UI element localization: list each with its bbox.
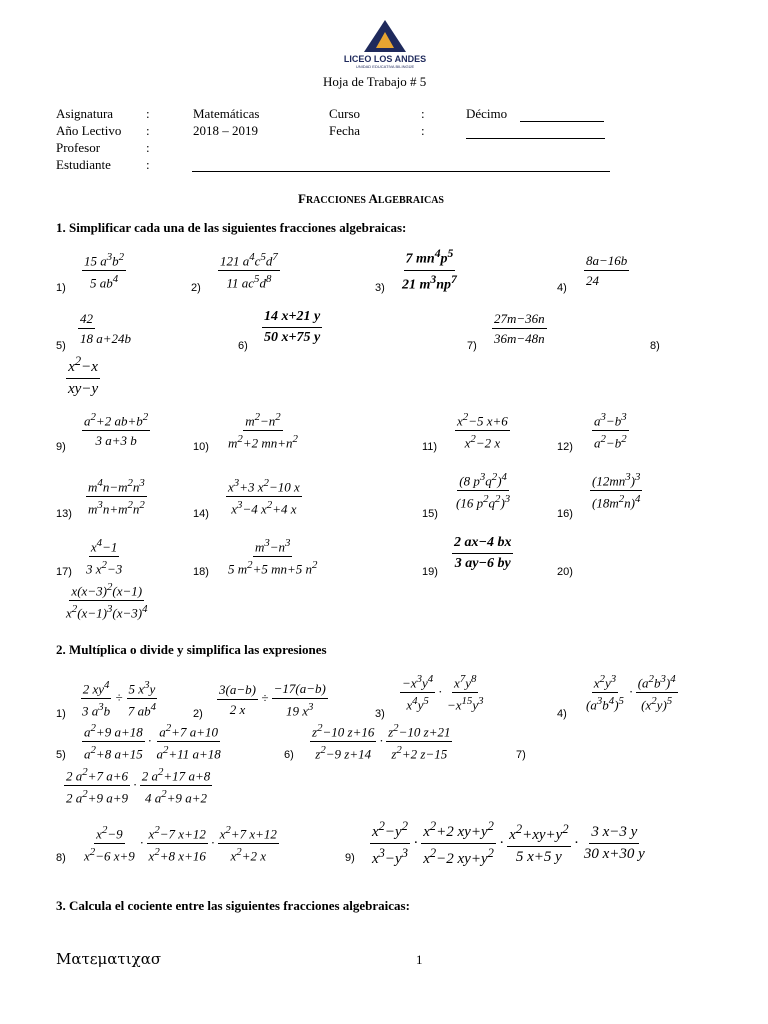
fraction-1-17: $\frac{x^4-1}{3 x^2-3}$	[86, 537, 123, 577]
expression-2-3: $\frac{-x^3y^4}{x^4y^5}$ · $\frac{x^7y^8}{-x^{15}y^3}$	[402, 673, 484, 713]
colon: :	[146, 140, 150, 155]
colon: :	[146, 106, 150, 121]
colon: :	[421, 106, 425, 121]
exercise-label: 5)	[56, 340, 66, 352]
exercise-label: 3)	[375, 282, 385, 294]
expression-2-7: $\frac{2 a^2+7 a+6}{2 a^2+9 a+9}$ · $\frac{2 a^2+17 a+8}{4 a^2+9 a+2}$	[66, 766, 211, 806]
exercise-label: 2)	[191, 282, 201, 294]
exercise-label: 10)	[193, 441, 209, 453]
exercise-label: 5)	[56, 749, 66, 761]
expression-2-1: $\frac{2 xy^4}{3 a^3b}$ ÷ $\frac{5 x^3y}{7 ab^4}$	[82, 679, 156, 719]
year-value: 2018 – 2019	[193, 123, 258, 138]
fraction-1-4: $\frac{8a-16b}{24}$	[586, 253, 628, 288]
section-1-heading: 1. Simplificar cada una de las siguientes fracciones algebraicas:	[56, 220, 407, 235]
expression-2-9: $\frac{x^2-y^2}{x^3-y^3}$ · $\frac{x^2+2 xy+y^2}{x^2-2 xy+y^2}$ · $\frac{x^2+xy+y^2}{5 x+5 y}$ · $\frac{3 x-3 y}{30 x+30 y}$	[372, 819, 645, 867]
exercise-label: 19)	[422, 566, 438, 578]
fraction-1-19: $\frac{2 ax-4 bx}{3 ay-6 by}$	[454, 535, 512, 571]
fraction-1-12: $\frac{a^3-b^3}{a^2-b^2}$	[594, 411, 627, 451]
subject-label: Asignatura	[56, 106, 114, 121]
exercise-label: 15)	[422, 508, 438, 520]
logo-subtext: UNIDAD EDUCATIVA BILINGÜE	[355, 64, 415, 69]
fraction-1-13: $\frac{m^4n-m^2n^3}{m^3n+m^2n^2}$	[88, 477, 145, 517]
course-value: Décimo	[466, 106, 508, 121]
fraction-1-10: $\frac{m^2-n^2}{m^2+2 mn+n^2}$	[228, 411, 298, 451]
student-blank[interactable]	[192, 171, 610, 172]
fraction-1-9: $\frac{a^2+2 ab+b^2}{3 a+3 b}$	[84, 411, 149, 449]
fraction-1-5: $\frac{42}{18 a+24b}$	[80, 311, 132, 346]
exercise-label: 20)	[557, 566, 573, 578]
exercise-label: 7)	[516, 749, 526, 761]
exercise-label: 1)	[56, 708, 66, 720]
exercise-label: 3)	[375, 708, 385, 720]
colon: :	[421, 123, 425, 138]
fraction-1-11: $\frac{x^2-5 x+6}{x^2-2 x}$	[457, 411, 508, 451]
fraction-1-20: $\frac{x(x-3)^2(x-1)}{x^2(x-1)^3(x-3)^4}$	[66, 581, 148, 621]
course-blank[interactable]	[520, 121, 604, 122]
exercise-label: 9)	[56, 441, 66, 453]
exercise-label: 9)	[345, 852, 355, 864]
exercise-label: 13)	[56, 508, 72, 520]
exercise-label: 6)	[238, 340, 248, 352]
colon: :	[146, 123, 150, 138]
fraction-1-7: $\frac{27m-36n}{36m-48n}$	[494, 311, 545, 346]
expression-2-4: $\frac{x^2y^3}{(a^3b^4)^5}$ · $\frac{(a^2b^3)^4}{(x^2y)^5}$	[586, 673, 676, 713]
expression-2-5: $\frac{a^2+9 a+18}{a^2+8 a+15}$ · $\frac{a^2+7 a+10}{a^2+11 a+18}$	[84, 722, 221, 762]
fraction-1-6: $\frac{14 x+21 y}{50 x+75 y}$	[264, 309, 321, 345]
date-label: Fecha	[329, 123, 361, 138]
document-title: FRACCIONES ALGEBRAICAS	[298, 191, 444, 206]
fraction-1-14: $\frac{x^3+3 x^2-10 x}{x^3-4 x^2+4 x}$	[228, 477, 300, 517]
page-number: 1	[416, 952, 423, 967]
fraction-1-2: $\frac{121 a^4c^5d^7}{11 ac^5d^8}$	[220, 251, 278, 291]
fraction-1-3: $\frac{7 mn^4p^5}{21 m^3np^7}$	[402, 247, 457, 293]
section-3-heading: 3. Calcula el cociente entre las siguientes fracciones algebraicas:	[56, 898, 410, 913]
exercise-label: 2)	[193, 708, 203, 720]
exercise-label: 7)	[467, 340, 477, 352]
teacher-label: Profesor	[56, 140, 101, 155]
logo-text: LICEO LOS ANDES	[343, 54, 427, 64]
section-2-heading: 2. Multíplica o divide y simplifica las expresiones	[56, 642, 327, 657]
course-label: Curso	[329, 106, 361, 121]
exercise-label: 6)	[284, 749, 294, 761]
exercise-label: 11)	[422, 441, 438, 453]
exercise-label: 16)	[557, 508, 573, 520]
exercise-label: 17)	[56, 566, 72, 578]
exercise-label: 4)	[557, 282, 567, 294]
fraction-1-15: $\frac{(8 p^3q^2)^4}{(16 p^2q^2)^3}$	[456, 471, 511, 511]
student-label: Estudiante	[56, 157, 111, 172]
footer-subject: Ματεματιχασ	[56, 950, 162, 968]
fraction-1-18: $\frac{m^3-n^3}{5 m^2+5 mn+5 n^2}$	[228, 537, 318, 577]
exercise-label: 18)	[193, 566, 209, 578]
expression-2-6: $\frac{z^2-10 z+16}{z^2-9 z+14}$ · $\frac{z^2-10 z+21}{z^2+2 z-15}$	[312, 722, 451, 762]
sheet-title: Hoja de Trabajo # 5	[323, 74, 427, 89]
subject-value: Matemáticas	[193, 106, 260, 121]
expression-2-8: $\frac{x^2-9}{x^2-6 x+9}$ · $\frac{x^2-7 x+12}{x^2+8 x+16}$ · $\frac{x^2+7 x+12}{x^2+2 x}$	[84, 824, 277, 864]
logo-mountain-icon	[362, 18, 408, 54]
year-label: Año Lectivo	[56, 123, 122, 138]
fraction-1-1: $\frac{15 a^3b^2}{5 ab^4}$	[84, 251, 125, 291]
colon: :	[146, 157, 150, 172]
exercise-label: 14)	[193, 508, 209, 520]
fraction-1-8: $\frac{x^2-x}{xy-y}$	[68, 354, 99, 397]
exercise-label: 8)	[56, 852, 66, 864]
exercise-label: 1)	[56, 282, 66, 294]
expression-2-2: $\frac{3(a-b)}{2 x}$ ÷ $\frac{-17(a-b)}{19 x^3}$	[219, 681, 326, 719]
exercise-label: 4)	[557, 708, 567, 720]
exercise-label: 8)	[650, 340, 660, 352]
fraction-1-16: $\frac{(12mn^3)^3}{(18m^2n)^4}$	[592, 471, 641, 511]
date-blank[interactable]	[466, 138, 605, 139]
exercise-label: 12)	[557, 441, 573, 453]
